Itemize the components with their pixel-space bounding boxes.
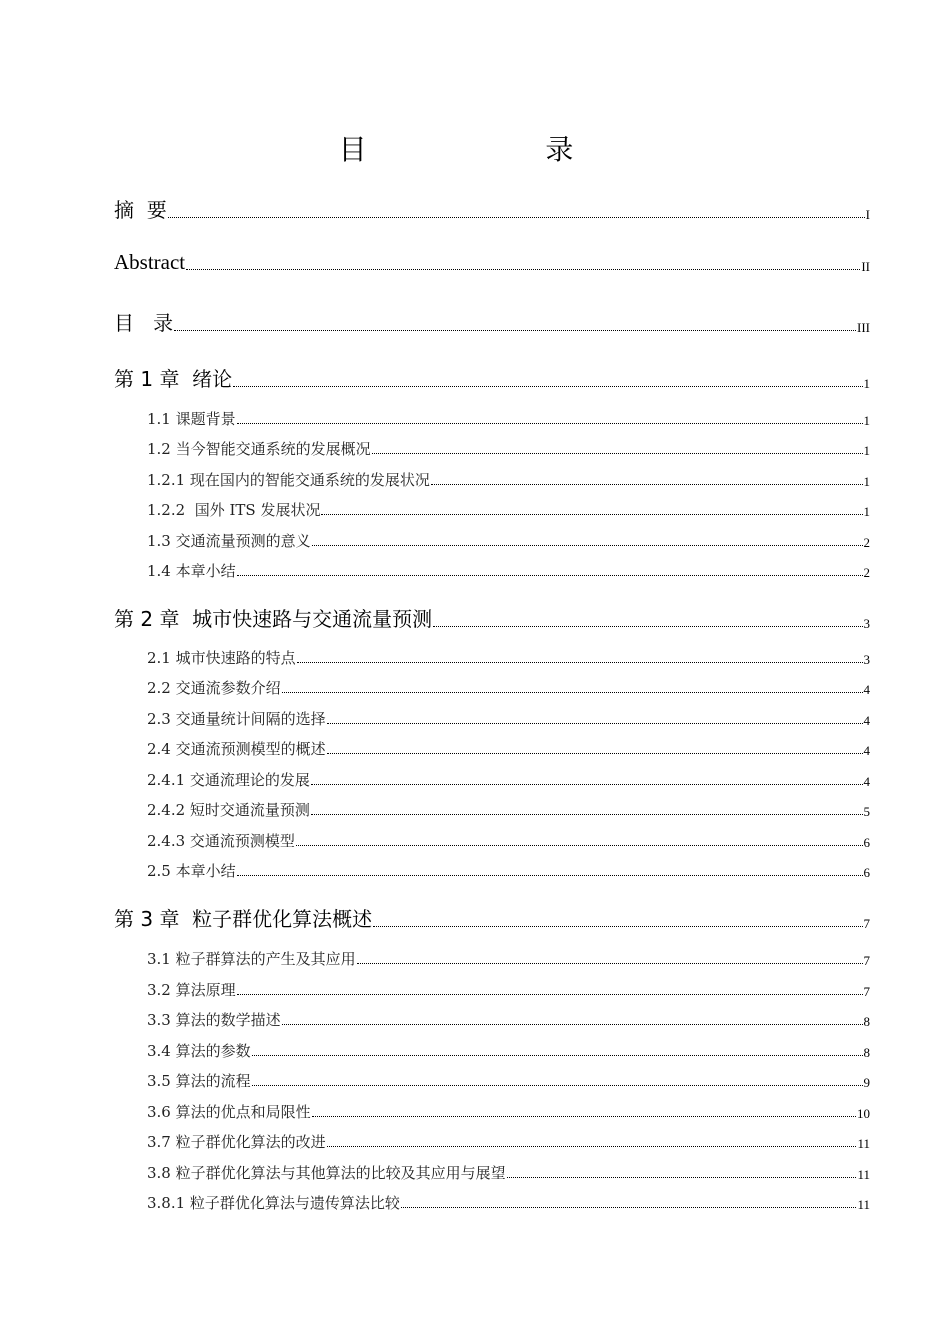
toc-entry-section[interactable]: [147, 708, 870, 729]
toc-entry-page: 11: [857, 1197, 870, 1212]
dot-leader: [168, 216, 865, 218]
toc-entry-chapter-2[interactable]: [114, 603, 870, 632]
toc-entry-page: 2: [863, 565, 870, 580]
toc-entry-section[interactable]: [147, 677, 870, 698]
toc-entry-section[interactable]: [147, 979, 870, 1000]
toc-entry-label: 2.5 本章小结: [147, 862, 236, 880]
dot-leader: [282, 1023, 863, 1025]
dot-leader: [237, 422, 863, 424]
dot-leader: [327, 722, 863, 724]
toc-entry-label: 摘 要: [114, 198, 167, 222]
toc-entry-section[interactable]: [147, 738, 870, 759]
toc-entry-label: 2.4.3 交通流预测模型: [147, 832, 295, 850]
dot-leader: [252, 1054, 863, 1056]
toc-entry-page: 7: [863, 984, 870, 999]
toc-entry-label: 3.3 算法的数学描述: [147, 1011, 281, 1029]
toc-entry-page: 1: [863, 474, 870, 489]
dot-leader: [433, 625, 862, 627]
toc-entry-section[interactable]: [147, 1070, 870, 1091]
toc-entry-label: 第 2 章 城市快速路与交通流量预测: [114, 607, 433, 631]
toc-entry-page: 4: [863, 682, 870, 697]
toc-entry-page: 3: [863, 652, 870, 667]
dot-leader: [327, 1145, 857, 1147]
toc-entry-chapter-3[interactable]: [114, 903, 870, 932]
toc-entry-chapter-1[interactable]: [114, 363, 870, 392]
dot-leader: [507, 1176, 857, 1178]
toc-entry-label: 3.5 算法的流程: [147, 1072, 251, 1090]
toc-entry-label: 1.2.1 现在国内的智能交通系统的发展状况: [147, 471, 430, 489]
page-title: 目 录: [338, 133, 612, 166]
dot-leader: [282, 691, 863, 693]
toc-entry-abstract-en[interactable]: [114, 250, 870, 275]
toc-entry-page: 8: [863, 1045, 870, 1060]
toc-entry-section[interactable]: [147, 469, 870, 490]
toc-entry-label: Abstract: [114, 250, 186, 274]
dot-leader: [233, 385, 862, 387]
dot-leader: [401, 1206, 857, 1208]
dot-leader: [252, 1084, 863, 1086]
toc-entry-label: 3.7 粒子群优化算法的改进: [147, 1133, 326, 1151]
dot-leader: [357, 962, 863, 964]
toc-entry-page: 4: [863, 743, 870, 758]
toc-entry-abstract-cn[interactable]: [114, 194, 870, 223]
dot-leader: [237, 993, 863, 995]
toc-entry-section[interactable]: [147, 530, 870, 551]
toc-entry-section[interactable]: [147, 769, 870, 790]
toc-entry-label: 1.3 交通流量预测的意义: [147, 532, 311, 550]
toc-entry-label: 3.8 粒子群优化算法与其他算法的比较及其应用与展望: [147, 1164, 506, 1182]
toc-entry-page: 8: [863, 1014, 870, 1029]
toc-entry-label: 2.3 交通量统计间隔的选择: [147, 710, 326, 728]
toc-entry-label: 2.4 交通流预测模型的概述: [147, 740, 326, 758]
toc-entry-page: 11: [857, 1136, 870, 1151]
toc-entry-section[interactable]: [147, 499, 870, 520]
dot-leader: [372, 452, 863, 454]
toc-entry-label: 2.4.1 交通流理论的发展: [147, 771, 310, 789]
toc-entry-label: 目 录: [114, 311, 174, 335]
dot-leader: [237, 874, 863, 876]
toc-entry-page: 3: [863, 616, 870, 631]
toc-entry-section[interactable]: [147, 647, 870, 668]
toc-entry-label: 2.4.2 短时交通流量预测: [147, 801, 310, 819]
dot-leader: [311, 783, 863, 785]
toc-entry-page: 9: [863, 1075, 870, 1090]
toc-entry-section[interactable]: [147, 830, 870, 851]
toc-entry-section[interactable]: [147, 860, 870, 881]
dot-leader: [373, 925, 862, 927]
toc-entry-page: 6: [863, 835, 870, 850]
dot-leader: [237, 574, 863, 576]
toc-entry-label: 1.1 课题背景: [147, 410, 236, 428]
dot-leader: [297, 661, 863, 663]
toc-entry-label: 3.6 算法的优点和局限性: [147, 1103, 311, 1121]
toc-entry-page: 2: [863, 535, 870, 550]
toc-entry-page: III: [857, 320, 870, 335]
toc-entry-page: 4: [863, 774, 870, 789]
toc-entry-section[interactable]: [147, 948, 870, 969]
toc-entry-page: 4: [863, 713, 870, 728]
toc-entry-section[interactable]: [147, 1192, 870, 1213]
toc-entry-page: 10: [857, 1106, 870, 1121]
dot-leader: [431, 483, 863, 485]
toc-entry-page: 1: [863, 504, 870, 519]
toc-entry-label: 1.2 当今智能交通系统的发展概况: [147, 440, 371, 458]
toc-entry-page: 7: [863, 916, 870, 931]
dot-leader: [321, 513, 862, 515]
dot-leader: [311, 813, 863, 815]
dot-leader: [174, 329, 856, 331]
toc-entry-contents[interactable]: [114, 307, 870, 336]
toc-entry-label: 3.8.1 粒子群优化算法与遗传算法比较: [147, 1194, 400, 1212]
toc-entry-section[interactable]: [147, 1131, 870, 1152]
toc-entry-section[interactable]: [147, 560, 870, 581]
toc-entry-label: 2.1 城市快速路的特点: [147, 649, 296, 667]
toc-entry-label: 2.2 交通流参数介绍: [147, 679, 281, 697]
toc-entry-label: 第 3 章 粒子群优化算法概述: [114, 907, 373, 931]
toc-entry-section[interactable]: [147, 1162, 870, 1183]
dot-leader: [312, 544, 863, 546]
toc-entry-section[interactable]: [147, 799, 870, 820]
dot-leader: [296, 844, 863, 846]
toc-entry-page: 11: [857, 1167, 870, 1182]
toc-entry-label: 3.1 粒子群算法的产生及其应用: [147, 950, 356, 968]
toc-entry-section[interactable]: [147, 1101, 870, 1122]
dot-leader: [327, 752, 863, 754]
toc-entry-page: II: [861, 259, 870, 274]
toc-entry-label: 1.2.2 国外 ITS 发展状况: [147, 501, 321, 519]
dot-leader: [312, 1115, 856, 1117]
toc-entry-section[interactable]: [147, 438, 870, 459]
toc-entry-page: 7: [863, 953, 870, 968]
toc-entry-label: 1.4 本章小结: [147, 562, 236, 580]
toc-entry-label: 3.4 算法的参数: [147, 1042, 251, 1060]
toc-entry-page: 1: [863, 443, 870, 458]
dot-leader: [186, 268, 860, 270]
toc-entry-label: 第 1 章 绪论: [114, 367, 233, 391]
toc-entry-page: 6: [863, 865, 870, 880]
toc-entry-label: 3.2 算法原理: [147, 981, 236, 999]
toc-entry-section[interactable]: [147, 1040, 870, 1061]
toc-entry-section[interactable]: [147, 1009, 870, 1030]
toc-entry-page: 1: [863, 376, 870, 391]
toc-entry-section[interactable]: [147, 408, 870, 429]
toc-entry-page: 5: [863, 804, 870, 819]
toc-entry-page: I: [865, 207, 870, 222]
toc-entry-page: 1: [863, 413, 870, 428]
